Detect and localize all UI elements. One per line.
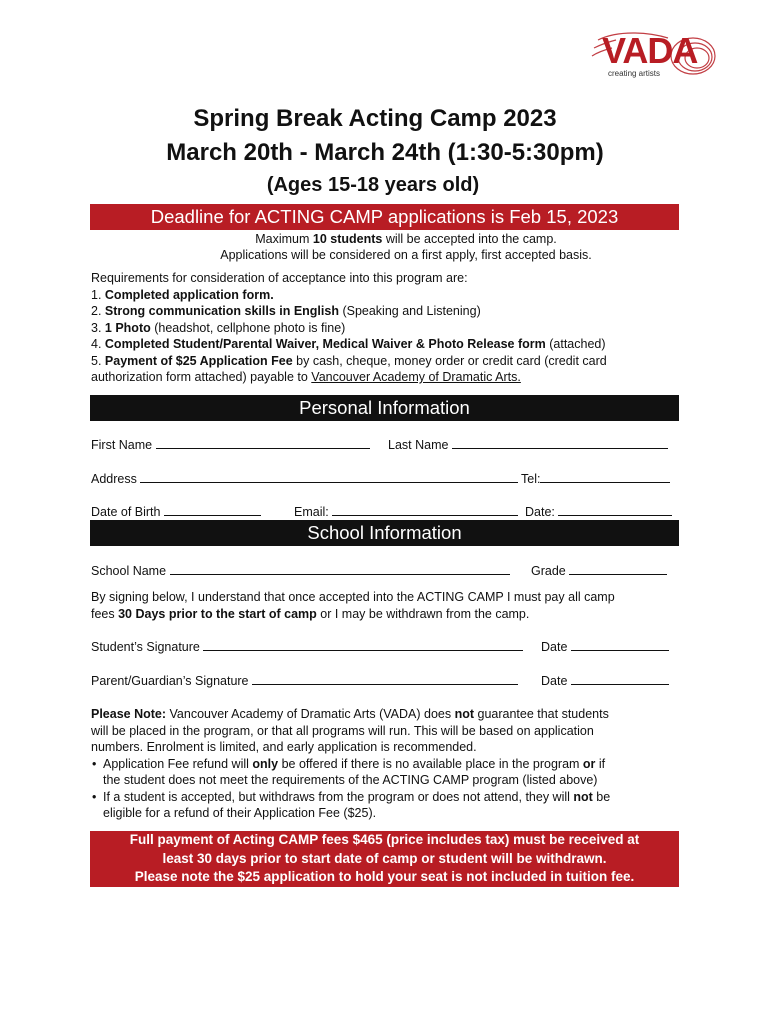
personal-date-input[interactable]	[558, 504, 672, 516]
first-name-input[interactable]	[156, 437, 370, 449]
school-name-field[interactable]	[91, 563, 510, 578]
requirement-3: 3. 1 Photo (headshot, cellphone photo is fine)	[91, 320, 346, 335]
grade-label: Grade	[531, 564, 566, 578]
first-apply-note: Applications will be considered on a first apply, first accepted basis.	[220, 248, 592, 262]
address-input[interactable]	[140, 471, 518, 483]
last-name-field[interactable]	[388, 437, 668, 452]
requirement-5-continued: authorization form attached) payable to Vancouver Academy of Dramatic Arts.	[91, 370, 521, 384]
parent-signature-input[interactable]	[252, 673, 518, 685]
withdraw-bullet: • If a student is accepted, but withdraws from the program or does not attend, they will not be eligible for a refund of their Application Fee ($25).	[103, 789, 681, 822]
grade-field[interactable]	[531, 563, 667, 578]
payee-name: Vancouver Academy of Dramatic Arts.	[311, 370, 521, 384]
address-label: Address	[91, 472, 137, 486]
logo-tagline: creating artists	[608, 69, 661, 78]
parent-signature-field[interactable]	[91, 673, 518, 688]
please-note-section: Please Note: Vancouver Academy of Dramatic Arts (VADA) does not guarantee that students will be placed in the program, or that all programs will run. This will be based on application numbers. Enrolment is limited, and early application is recommended. • Application Fee refund will only be offered if there is no available place in the program or if the student does not meet the requirements of the ACTING CAMP program (listed above) • If a student is accepted, but withdraws from the program or does not attend, they will not be eligible for a refund of their Application Fee ($25).	[91, 706, 681, 822]
parent-date-input[interactable]	[571, 673, 669, 685]
personal-date-label: Date:	[525, 505, 555, 519]
student-signature-input[interactable]	[203, 639, 523, 651]
address-field[interactable]	[91, 471, 518, 486]
requirement-4: 4. Completed Student/Parental Waiver, Medical Waiver & Photo Release form (attached)	[91, 337, 606, 351]
parent-date-label: Date	[541, 674, 568, 688]
student-signature-label: Student’s Signature	[91, 640, 200, 654]
requirements-list	[91, 270, 691, 386]
tel-input[interactable]	[540, 471, 670, 483]
email-label: Email:	[294, 505, 329, 519]
school-name-label: School Name	[91, 564, 167, 578]
email-field[interactable]	[294, 504, 518, 519]
dob-label: Date of Birth	[91, 505, 161, 519]
vada-logo	[588, 26, 722, 82]
student-date-field[interactable]	[541, 639, 669, 654]
email-input[interactable]	[332, 504, 518, 516]
please-note-label: Please Note:	[91, 707, 167, 721]
tuition-fee-notice: Full payment of Acting CAMP fees $465 (price includes tax) must be received at least 30 days prior to start date of camp or student will be withdrawn. Please note the $25 application to hold your seat is not included in tuition fee.	[90, 831, 679, 887]
school-info-header: School Information	[90, 520, 679, 546]
deadline-banner: Deadline for ACTING CAMP applications is Feb 15, 2023	[90, 204, 679, 230]
tel-label: Tel:	[521, 472, 541, 486]
max-students-note: Maximum 10 students will be accepted into the camp.	[255, 232, 557, 246]
camp-dates: March 20th - March 24th (1:30-5:30pm)	[166, 139, 604, 166]
requirement-5: 5. Payment of $25 Application Fee by cash, cheque, money order or credit card (credit card	[91, 353, 607, 368]
parent-signature-label: Parent/Guardian’s Signature	[91, 674, 249, 688]
student-date-label: Date	[541, 640, 568, 654]
requirements-intro: Requirements for consideration of acceptance into this program are:	[91, 271, 468, 285]
grade-input[interactable]	[569, 563, 667, 575]
first-name-label: First Name	[91, 438, 153, 452]
last-name-label: Last Name	[388, 438, 449, 452]
refund-bullet: • Application Fee refund will only be offered if there is no available place in the program or if the student does not meet the requirements of the ACTING CAMP program (listed above)	[103, 756, 681, 789]
tel-field[interactable]	[521, 471, 670, 486]
logo-text: VADA	[602, 30, 698, 71]
last-name-input[interactable]	[452, 437, 668, 449]
parent-date-field[interactable]	[541, 673, 669, 688]
student-signature-field[interactable]	[91, 639, 523, 654]
signing-statement: By signing below, I understand that once accepted into the ACTING CAMP I must pay all camp fees 30 Days prior to the start of camp or I may be withdrawn from the camp.	[91, 590, 615, 621]
requirement-2: 2. Strong communication skills in English (Speaking and Listening)	[91, 304, 481, 318]
personal-date-field[interactable]	[525, 504, 672, 519]
dob-input[interactable]	[164, 504, 261, 516]
personal-info-header: Personal Information	[90, 395, 679, 421]
page-title: Spring Break Acting Camp 2023	[193, 105, 557, 132]
student-date-input[interactable]	[571, 639, 669, 651]
age-range: (Ages 15-18 years old)	[266, 174, 480, 196]
requirement-1: 1. Completed application form.	[91, 287, 274, 302]
school-name-input[interactable]	[170, 563, 510, 575]
dob-field[interactable]	[91, 504, 261, 519]
first-name-field[interactable]	[91, 437, 370, 452]
